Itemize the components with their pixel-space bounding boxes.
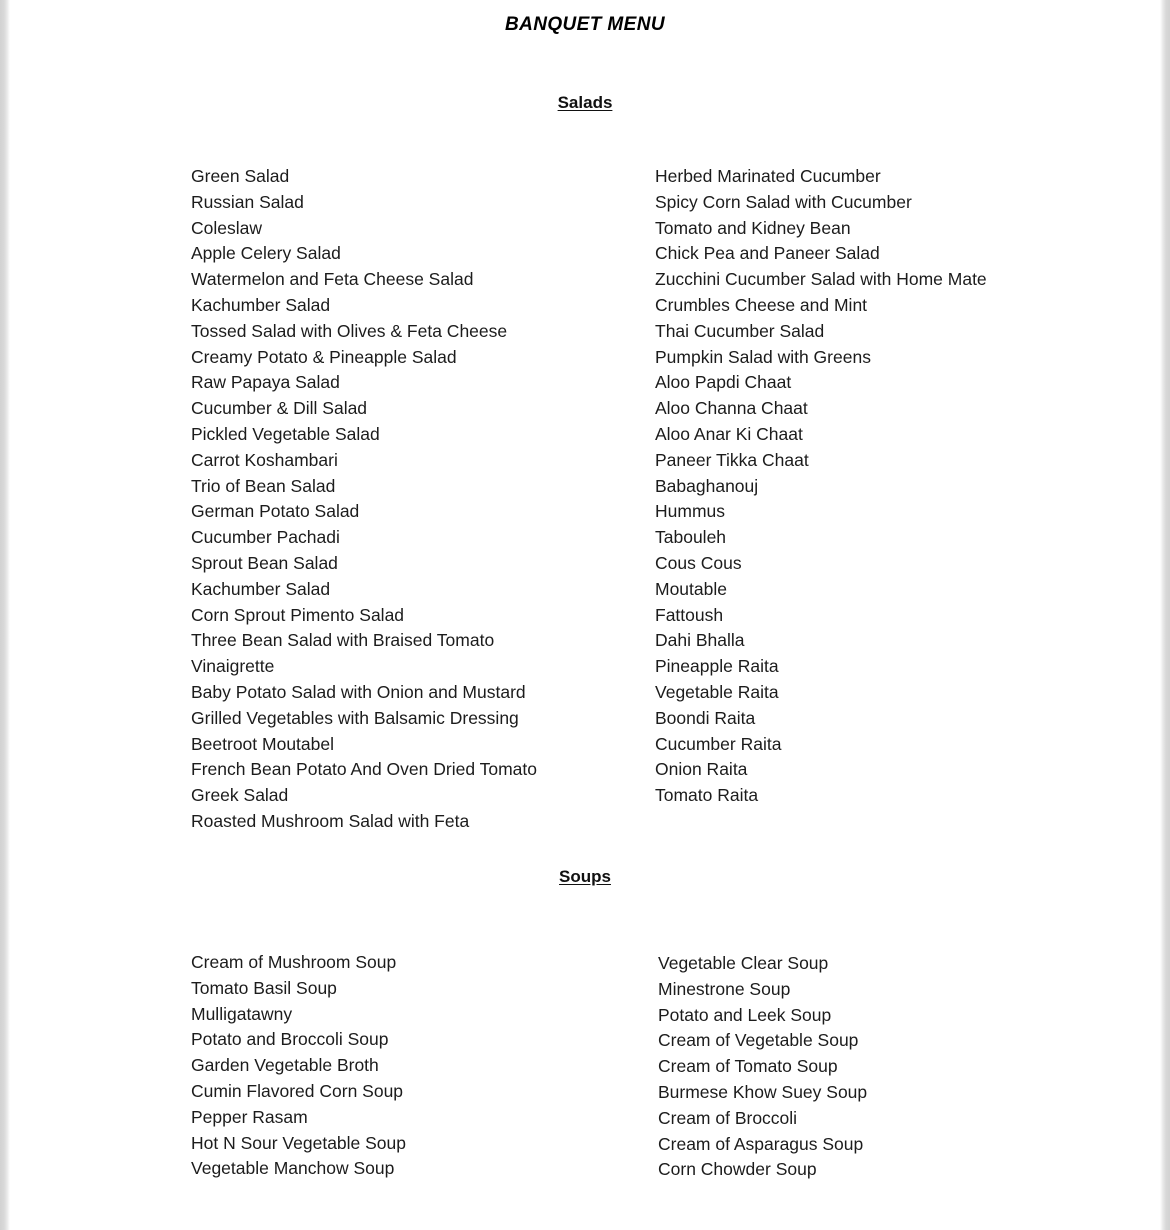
- menu-item: Pepper Rasam: [191, 1106, 308, 1127]
- menu-item: Corn Chowder Soup: [658, 1159, 817, 1180]
- menu-item: Cous Cous: [655, 552, 742, 573]
- menu-item: Kachumber Salad: [191, 294, 331, 315]
- menu-item: Paneer Tikka Chaat: [655, 449, 809, 470]
- page-title: BANQUET MENU: [505, 14, 665, 35]
- menu-item: Thai Cucumber Salad: [655, 320, 825, 341]
- menu-item: Baby Potato Salad with Onion and Mustard: [191, 681, 526, 702]
- menu-item: Tomato Basil Soup: [191, 977, 337, 998]
- menu-item: Coleslaw: [191, 217, 262, 238]
- salads-columns: [10, 114, 1160, 831]
- menu-item: Aloo Channa Chaat: [655, 398, 808, 419]
- soups-columns: [10, 888, 1160, 1180]
- menu-item: Moutable: [655, 578, 727, 599]
- menu-item: Burmese Khow Suey Soup: [658, 1081, 868, 1102]
- menu-item: Cream of Tomato Soup: [658, 1056, 838, 1077]
- menu-item: Three Bean Salad with Braised Tomato: [191, 630, 495, 651]
- menu-item: Sprout Bean Salad: [191, 552, 338, 573]
- menu-item: Cream of Vegetable Soup: [658, 1030, 859, 1051]
- section-soups: [10, 866, 1160, 1180]
- menu-item: Cream of Asparagus Soup: [658, 1133, 864, 1154]
- menu-item: Pumpkin Salad with Greens: [655, 346, 871, 367]
- menu-item: Grilled Vegetables with Balsamic Dressing: [191, 707, 519, 728]
- page-gutter-left: [0, 0, 10, 1230]
- menu-item: Zucchini Cucumber Salad with Home Mate: [655, 269, 987, 290]
- menu-item: Tossed Salad with Olives & Feta Cheese: [191, 320, 508, 341]
- menu-item: Chick Pea and Paneer Salad: [655, 243, 880, 264]
- menu-item: Creamy Potato & Pineapple Salad: [191, 346, 457, 367]
- menu-item: Babaghanouj: [655, 475, 759, 496]
- menu-item: Corn Sprout Pimento Salad: [191, 604, 405, 625]
- menu-item: Hot N Sour Vegetable Soup: [191, 1132, 407, 1153]
- soups-left-column: [191, 950, 631, 1182]
- section-heading-soups: Soups: [559, 867, 611, 886]
- menu-item: Green Salad: [191, 166, 290, 186]
- menu-page: [10, 0, 1160, 1230]
- menu-item: Cucumber Pachadi: [191, 527, 340, 548]
- salads-right-column: [655, 164, 1125, 809]
- menu-item: Cucumber & Dill Salad: [191, 398, 368, 419]
- section-salads: [10, 92, 1160, 831]
- menu-item: German Potato Salad: [191, 501, 360, 522]
- menu-item: Mulligatawny: [191, 1003, 293, 1024]
- menu-item: Greek Salad: [191, 785, 289, 806]
- menu-item: Aloo Papdi Chaat: [655, 372, 792, 393]
- menu-item: Watermelon and Feta Cheese Salad: [191, 269, 474, 290]
- menu-item: Aloo Anar Ki Chaat: [655, 423, 803, 444]
- menu-item: Tomato Raita: [655, 785, 759, 806]
- menu-item: Cumin Flavored Corn Soup: [191, 1080, 404, 1101]
- menu-item: Cream of Broccoli: [658, 1107, 798, 1128]
- menu-item: Dahi Bhalla: [655, 630, 745, 651]
- menu-item: Potato and Leek Soup: [658, 1004, 832, 1025]
- soups-right-column: [658, 951, 1128, 1183]
- menu-item: Herbed Marinated Cucumber: [655, 166, 881, 186]
- menu-item: French Bean Potato And Oven Dried Tomato: [191, 759, 537, 780]
- menu-item: Tabouleh: [655, 527, 727, 548]
- menu-item: Vinaigrette: [191, 656, 275, 677]
- menu-item: Fattoush: [655, 604, 724, 625]
- menu-item: Onion Raita: [655, 759, 748, 780]
- menu-item: Vegetable Clear Soup: [658, 953, 829, 973]
- menu-item: Garden Vegetable Broth: [191, 1055, 379, 1076]
- salads-left-column: [191, 164, 631, 835]
- page-gutter-right: [1160, 0, 1170, 1230]
- menu-item: Pineapple Raita: [655, 656, 779, 677]
- menu-item: Crumbles Cheese and Mint: [655, 294, 868, 315]
- menu-item: Beetroot Moutabel: [191, 733, 335, 754]
- menu-item: Hummus: [655, 501, 726, 522]
- menu-item: Vegetable Raita: [655, 681, 779, 702]
- menu-item: Cream of Mushroom Soup: [191, 952, 397, 972]
- menu-item: Apple Celery Salad: [191, 243, 341, 264]
- menu-item: Potato and Broccoli Soup: [191, 1029, 389, 1050]
- menu-item: Kachumber Salad: [191, 578, 331, 599]
- menu-item: Raw Papaya Salad: [191, 372, 340, 393]
- section-heading-salads: Salads: [557, 93, 613, 112]
- menu-item: Trio of Bean Salad: [191, 475, 336, 496]
- menu-item: Minestrone Soup: [658, 978, 791, 999]
- menu-item: Roasted Mushroom Salad with Feta: [191, 810, 470, 831]
- menu-item: Boondi Raita: [655, 707, 756, 728]
- menu-item: Russian Salad: [191, 191, 304, 212]
- menu-item: Tomato and Kidney Bean: [655, 217, 851, 238]
- menu-item: Vegetable Manchow Soup: [191, 1158, 395, 1179]
- menu-item: Cucumber Raita: [655, 733, 782, 754]
- menu-item: Carrot Koshambari: [191, 449, 338, 470]
- menu-item: Spicy Corn Salad with Cucumber: [655, 191, 912, 212]
- menu-item: Pickled Vegetable Salad: [191, 423, 380, 444]
